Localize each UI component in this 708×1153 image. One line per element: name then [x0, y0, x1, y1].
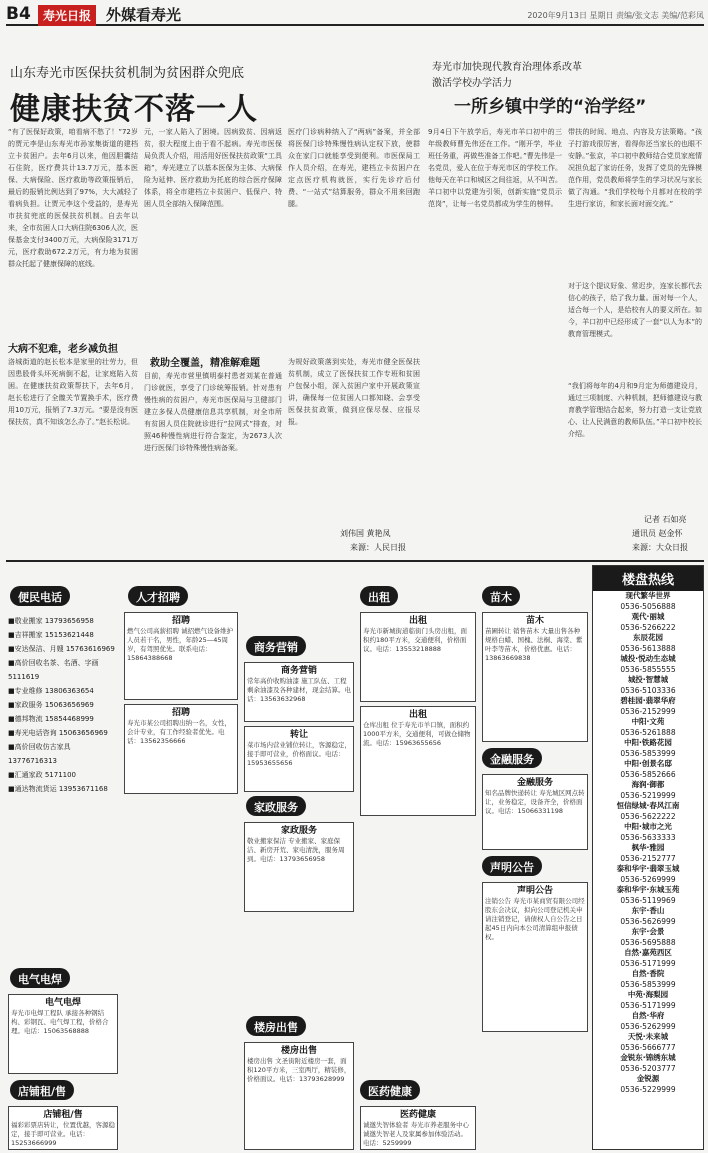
hotline-item: [593, 1011, 703, 1032]
hotline-name: 泰和华宇·翡翠玉城: [616, 864, 680, 873]
hotline-name: 碧桂园·翡翠华府: [620, 696, 676, 705]
hotline-name: 中苑·海梨园: [627, 990, 669, 999]
hotline-name: 东宇·香山: [631, 906, 665, 915]
list-item: ■敬业搬家 13793656958: [8, 617, 94, 625]
ad-text: 知名品牌快递转让 寿光城区网点转让，业务稳定，设备齐全，价格面议。电话：15066331198: [485, 789, 585, 815]
ad-title: 店铺租/售: [43, 1110, 83, 1120]
ad-text: 菜市场内营业铺位转让，客源稳定，接手即可营业，价格面议。电话：15953655656: [247, 741, 351, 767]
cat-recruit: 人才招聘: [128, 586, 188, 606]
ad-text: 注销公告 寿光市某商贸有限公司经股东会决议，拟向公司登记机关申请注销登记，请债权人自公告之日起45日内向本公司清算组申报债权。: [485, 897, 585, 941]
hotline-phone: 0536-5853999: [620, 979, 676, 989]
hotline-phone: 0536-5056888: [620, 601, 676, 611]
hotline-name: 中阳·创景名邸: [624, 759, 672, 768]
hotline-item: [593, 696, 703, 717]
right-byline-3: 来源：大众日报: [632, 543, 688, 552]
hotline-phone: 0536-5855555: [620, 664, 676, 674]
hotline-phone: 0536-5666777: [620, 1042, 676, 1052]
hotline-item: [593, 675, 703, 696]
real-estate-hotline: [592, 565, 704, 1150]
hotline-item: [593, 864, 703, 885]
hotline-name: 天悦·未来城: [627, 1032, 669, 1041]
hotline-phone: 0536-5203777: [620, 1063, 676, 1073]
list-item: ■安达保洁、月嫂 15763616969: [8, 645, 115, 653]
hotline-phone: 0536-5266222: [620, 622, 676, 632]
ad-text: 苗圃转让 销售苗木 大量出售各种规格白蜡、国槐、法桐、海棠、紫叶李等苗木，价格优惠。电话：13863669838: [485, 627, 583, 662]
left-subtitle: 山东寿光市医保扶贫机制为贫困群众兜底: [10, 66, 245, 81]
hotline-item: [593, 612, 703, 633]
hotline-phone: 0536-5613888: [620, 643, 676, 653]
ad-title: 招聘: [171, 616, 190, 626]
list-item: ■德邦物流 15854468999: [8, 715, 94, 723]
right-byline-2: 通讯员 赵金怀: [632, 529, 683, 538]
hotline-phone: 0536-5103336: [620, 685, 676, 695]
cat-house-sale: 楼房出售: [246, 1016, 306, 1036]
ad-box: [482, 882, 588, 1032]
hotline-name: 金锐源: [636, 1074, 660, 1083]
hotline-list: [593, 591, 703, 1095]
list-item: ■高价回收仿古家具 13776716313: [8, 743, 71, 765]
hotline-item: [593, 906, 703, 927]
right-byline-1: 记者 石如亮: [644, 515, 687, 524]
hotline-phone: 0536-5261888: [620, 727, 676, 737]
masthead-logo: 寿光日报: [38, 5, 96, 26]
right-subtitle-1: 寿光市加快现代教育治理体系改革: [432, 62, 582, 73]
issue-meta: 2020年9月13日 星期日 责编/张文志 美编/范彩凤: [527, 11, 704, 20]
hotline-phone: 0536-5171999: [620, 1000, 676, 1010]
right-col1: 9月4日下午放学后，寿光市羊口初中的三年级教师曹先伟还在工作。“刚开学，毕业班任务重，再做些准备工作吧。”曹先伟是一名党员，爱人在位于寿光市区的学校工作。他每天在羊口和城区之间往返，从不叫苦。羊口初中以党建为引领，创新实施“党员示范岗”，让每一名党员都成为学生的榜样。: [428, 128, 562, 208]
hotline-name: 金锐东·锦绣东城: [620, 1053, 676, 1062]
ad-text: 楼房出售 文圣街附近楼房一套，面积120平方米，三室两厅，精装修，价格面议。电话：13793628999: [247, 1057, 351, 1083]
hotline-phone: 0536-5262999: [620, 1021, 676, 1031]
hotline-phone: 0536-5219999: [620, 790, 676, 800]
hotline-item: [593, 780, 703, 801]
hotline-phone: 0536-2152777: [620, 853, 676, 863]
hotline-name: 泰和华宇·东城玉苑: [616, 885, 680, 894]
ad-title: 出租: [408, 710, 427, 720]
hotline-item: [593, 1053, 703, 1074]
ad-title: 金融服务: [516, 778, 553, 788]
hotline-phone: 0536-5269999: [620, 874, 676, 884]
page-header: [6, 4, 704, 26]
left-byline-source: 来源：人民日报: [350, 543, 406, 552]
hotline-item: [593, 948, 703, 969]
bianmin-list: [8, 614, 120, 796]
cat-shop: 店铺租/售: [10, 1080, 74, 1100]
left-col2b: 目前，寿光市营里镇明泰村患者刘某在普通门诊就医，享受了门诊统筹报销。针对患有慢性病的贫困户，寿光市医保局与卫健部门建立多保人员健康信息共享机制，对全市所有贫困人员住院就诊进行“拉网式”排查，对照46种慢性病进行符合鉴定，为2673人次进行医保门诊特殊慢性病备案。: [144, 372, 282, 452]
hotline-name: 城投·智慧城: [627, 675, 669, 684]
hotline-item: [593, 1074, 703, 1095]
ad-text: 寿光市电焊工程队 承接各种钢结构、彩钢瓦、电气焊工程，价格合理。电话：15063568888: [11, 1009, 109, 1035]
ad-box: [360, 706, 476, 816]
ad-box: [124, 612, 238, 700]
ad-title: 出租: [408, 616, 427, 626]
left-byline-authors: 刘伟国 黄艳凤: [340, 529, 391, 538]
hotline-phone: 0536-5171999: [620, 958, 676, 968]
left-col3b: 为规好政策落到实处，寿光市健全医保扶贫机制，成立了医保扶贫工作专班和贫困户包保小组，深入贫困户家中开展政策宣讲，确保每一位贫困人口都知晓、会享受医保扶贫政策，做到应保尽保、应报尽报。: [288, 358, 420, 426]
ad-text: 常年高价收购油漆 施工队伍、工程剩余油漆及各种建材，现金结算。电话：13563632968: [247, 677, 351, 703]
hotline-item: [593, 885, 703, 906]
hotline-name: 城投·悦动生态城: [620, 654, 676, 663]
page-number: B4: [6, 4, 31, 24]
ad-box: [482, 612, 588, 742]
ad-title: 招聘: [171, 708, 190, 718]
ad-box: [244, 1042, 354, 1150]
ad-text: 敬业搬家保洁 专业搬家、家庭保洁、新房开荒、家电清洗，服务周到。电话：13793656958: [247, 837, 345, 863]
cat-rent: 出租: [360, 586, 398, 606]
left-col1: “有了医保好政策，咱看病不愁了！”72岁的贾元李是山东寿光市孙家集街道的建档立卡贫困户。去年6月以来，他因胆囊结石住院，医疗费共计13.7万元，基本医保、大病保险、医疗救助等政策报销后，最后的报销比例达到了97%，大大减轻了看病负担。让贾元李这个受益的，是寿光市扶贫兜底的医保扶贫机制。自去年以来，全市贫困人口大病住院6306人次，医保基金支付3400万元，大病保险3171万元，医疗救助672.2万元，有力地为贫困群众托起了健康保障的底线。: [8, 128, 138, 268]
hotline-phone: 0536-2152999: [620, 706, 676, 716]
hotline-name: 自然·华府: [631, 1011, 665, 1020]
left-col2: 元，一家人陷入了困境。因病致贫、因病返贫，很大程度上由于看不起病。寿光市医保局负责人介绍，用活用好医保扶贫政策“工具箱”，寿光建立了以基本医保为主体、大病保险为延伸、医疗救助为托底的综合医疗保障体系，将全市建档立卡贫困户、低保户、特困人员全部纳入保障范围。: [144, 128, 282, 208]
ad-title: 家政服务: [280, 826, 317, 836]
hotline-phone: 0536-5119969: [620, 895, 676, 905]
hotline-phone: 0536-5852666: [620, 769, 676, 779]
hotline-name: 现代繁华世界: [625, 591, 671, 600]
cat-electric: 电气电焊: [10, 968, 70, 988]
cat-seedlings: 苗木: [482, 586, 520, 606]
column-title: 外媒看寿光: [106, 6, 182, 24]
hotline-item: [593, 927, 703, 948]
ad-box: [482, 774, 588, 850]
cat-bianmin: 便民电话: [10, 586, 70, 606]
left-col3: 医疗门诊病种纳入了“两病”备案，并全部将医保门诊特殊慢性病认定权下放，使群众在家门口就能享受到便利。市医保局工作人员介绍，在寿光，建档立卡贫困户在定点医疗机构就医，实行先诊疗后付费、“一站式”结算服务，群众不用来回跑腿。: [288, 128, 420, 208]
ad-box: [8, 994, 118, 1074]
hotline-name: 海润·御都: [631, 780, 665, 789]
list-item: ■高价回收名茶、名酒、字画 5111619: [8, 659, 99, 681]
hotline-item: [593, 969, 703, 990]
list-item: ■专业维修 13806363654: [8, 687, 94, 695]
hotline-item: [593, 990, 703, 1011]
hotline-name: 观代·丽城: [631, 612, 665, 621]
ad-box: [244, 822, 354, 912]
left-col1-subhead: 大病不犯难，老乡减负担: [8, 344, 118, 355]
ad-box: [244, 662, 354, 722]
hotline-item: [593, 591, 703, 612]
hotline-phone: 0536-5622222: [620, 811, 676, 821]
hotline-item: [593, 843, 703, 864]
ad-title: 商务营销: [280, 666, 317, 676]
left-col2-subhead: 救助全覆盖，精准解难题: [150, 358, 260, 369]
hotline-item: [593, 1032, 703, 1053]
hotline-name: 恒信绿城·春风江南: [616, 801, 680, 810]
right-col2c: “我们将每年的4月和9月定为师德建设月，通过三项制度、六种机制，把师德建设与教育教学管理结合起来，努力打造一支让党放心、让人民满意的教师队伍。”羊口初中校长介绍。: [568, 382, 702, 438]
hotline-name: 中阳·文苑: [631, 717, 665, 726]
right-col2b: 对于这个提议好象、常迟步，连家长都代去信心的孩子，给了我力量。面对每一个人，适合每一个人，是给校有人的要义所在。如今，羊口初中已经形成了一套“以人为本”的教育管理模式。: [568, 282, 702, 338]
hotline-item: [593, 738, 703, 759]
cat-marketing: 商务营销: [246, 636, 306, 656]
hotline-name: 枫华·雅园: [631, 843, 665, 852]
hotline-item: [593, 759, 703, 780]
hotline-phone: 0536-5853999: [620, 748, 676, 758]
ad-text: 福彩彩票店转让，位置优越，客源稳定，接手即可营业。电话：15253666999: [11, 1121, 115, 1147]
hotline-item: [593, 822, 703, 843]
hotline-title: 楼盘热线: [593, 566, 703, 591]
hotline-name: 中阳·城市之光: [624, 822, 672, 831]
left-col1b: 洛城街道的赵长松本是家里的壮劳力，但因患股骨头坏死病倒不起，让家庭陷入贫困。在健康扶贫政策帮扶下，去年6月，赵长松进行了全髋关节置换手术，医疗费用10万元，报销了7.3万元。“要是没有医保扶贫，真不知该怎么办了。”赵长松说。: [8, 358, 138, 426]
list-item: ■吉祥搬家 15153621448: [8, 631, 94, 639]
cat-notices: 声明公告: [482, 856, 542, 876]
right-headline: 一所乡镇中学的“治学经”: [454, 97, 647, 117]
hotline-phone: 0536-5626999: [620, 916, 676, 926]
section-divider: [6, 560, 704, 562]
ad-text: 诚邀失智体验者 寿光市养老服务中心诚邀失智老人及家属参加体验活动。电话：5259999: [363, 1121, 470, 1147]
right-col2: 带扶的时间、地点、内容及方法策略。“孩子打游戏很厉害，看得你还当家长的也眼不安静。”张京，羊口初中教师结合党员家庭情况担负起了家访任务，发挥了党员的先锋模范作用，党员教师将学生的学习状况与家长做了沟通。“我们学校每个月都对在校的学生进行家访，和家长面对面交流。”: [568, 128, 702, 208]
hotline-name: 东辰花园: [633, 633, 663, 642]
hotline-name: 自然·香院: [631, 969, 665, 978]
hotline-item: [593, 654, 703, 675]
cat-medical: 医药健康: [360, 1080, 420, 1100]
ad-title: 转让: [289, 730, 308, 740]
cat-finance: 金融服务: [482, 748, 542, 768]
hotline-phone: 0536-5633333: [620, 832, 676, 842]
cat-housekeeping: 家政服务: [246, 796, 306, 816]
ad-text: 仓库出租 位于寿光市羊口镇，面积约1000平方米，交通便利，可做仓储物流。电话：15963655656: [363, 721, 471, 747]
ad-box: [124, 704, 238, 794]
ad-title: 声明公告: [516, 886, 553, 896]
ad-title: 苗木: [525, 616, 544, 626]
list-item: ■汇通家政 5171100: [8, 771, 77, 779]
ad-title: 楼房出售: [280, 1046, 317, 1056]
hotline-name: 自然·嘉苑西区: [624, 948, 672, 957]
hotline-phone: 0536-5229999: [620, 1084, 676, 1094]
hotline-name: 中阳·铁路花园: [624, 738, 672, 747]
ad-box: [360, 612, 476, 702]
ad-title: 电气电焊: [44, 998, 81, 1008]
ad-text: 燃气公司高薪招聘 诚招燃气设备维护人员若干名，男性，年龄25—45周岁，有驾照优先。联系电话：15864388668: [127, 627, 234, 662]
hotline-item: [593, 801, 703, 822]
ad-text: 寿光市新城街道临街门头房出租，面积约180平方米，交通便利，价格面议。电话：13553218888: [363, 627, 467, 653]
ad-box: [360, 1106, 476, 1150]
left-headline: 健康扶贫不落一人: [10, 92, 258, 127]
hotline-item: [593, 717, 703, 738]
ad-text: 寿光市某公司招聘出纳一名，女性，会计专业，有工作经验者优先。电话：13562356666: [127, 719, 231, 745]
list-item: ■家政服务 15063656969: [8, 701, 94, 709]
list-item: ■通达物流货运 13953671168: [8, 785, 108, 793]
ad-title: 医药健康: [399, 1110, 436, 1120]
hotline-phone: 0536-5695888: [620, 937, 676, 947]
hotline-item: [593, 633, 703, 654]
ad-box: [8, 1106, 118, 1150]
hotline-name: 东宇·会景: [631, 927, 665, 936]
right-subtitle-2: 激活学校办学活力: [432, 78, 512, 89]
ad-box: [244, 726, 354, 792]
list-item: ■寿光电话咨询 15063656969: [8, 729, 108, 737]
